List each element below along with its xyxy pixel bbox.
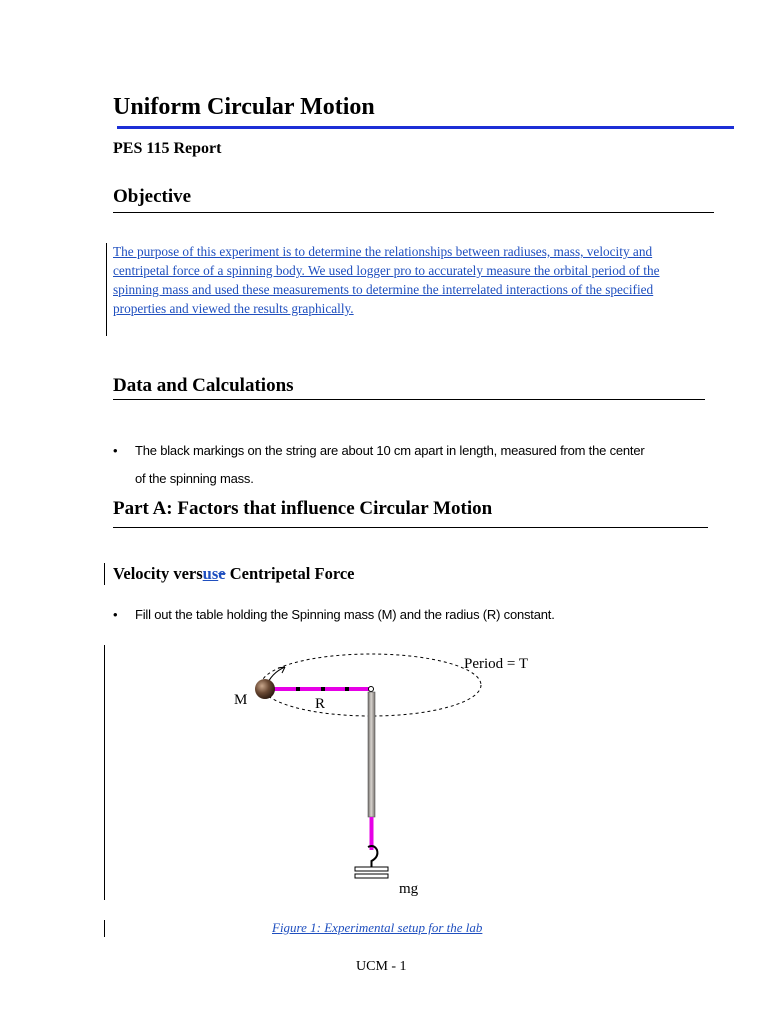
part-a-heading: Part A: Factors that influence Circular Motion bbox=[113, 498, 493, 519]
mass-label: M bbox=[234, 692, 248, 708]
change-bar bbox=[104, 645, 105, 900]
hanging-weight bbox=[355, 867, 388, 871]
string-marking bbox=[296, 687, 300, 691]
change-bar bbox=[106, 243, 107, 336]
part-a-heading-rule bbox=[113, 527, 708, 528]
page-footer: UCM - 1 bbox=[356, 959, 407, 974]
weight-label: mg bbox=[399, 881, 419, 897]
page-title: Uniform Circular Motion bbox=[113, 94, 375, 120]
velocity-heading-post: Centripetal Force bbox=[225, 564, 355, 583]
experimental-setup-figure bbox=[225, 645, 545, 900]
objective-heading: Objective bbox=[113, 186, 192, 207]
report-subtitle: PES 115 Report bbox=[113, 140, 222, 157]
data-calculations-heading: Data and Calculations bbox=[113, 375, 294, 396]
velocity-heading-pre: Velocity vers bbox=[113, 564, 203, 583]
velocity-heading bbox=[113, 564, 355, 584]
bullet-glyph: • bbox=[113, 607, 118, 622]
radius-label: R bbox=[315, 696, 326, 712]
support-tube bbox=[368, 692, 375, 817]
string-marking bbox=[321, 687, 325, 691]
objective-paragraph: The purpose of this experiment is to determine the relationships between radiuses, mass, velocity and centripetal force of a spinning body. We used logger pro to accurately measure the orbital period of the spinning mass and used these measurements to determine the interrelated interactions of the specified properties and viewed the results graphically. bbox=[113, 244, 660, 316]
list-item bbox=[113, 601, 673, 629]
string-marking bbox=[345, 687, 349, 691]
figure-caption: Figure 1: Experimental setup for the lab bbox=[272, 920, 483, 935]
title-underline bbox=[117, 126, 734, 129]
bullet-glyph: • bbox=[113, 443, 118, 458]
velocity-bullet-text: Fill out the table holding the Spinning mass (M) and the radius (R) constant. bbox=[135, 607, 555, 622]
pivot-point bbox=[369, 687, 374, 692]
objective-heading-rule bbox=[113, 212, 714, 213]
period-label: Period = T bbox=[464, 656, 529, 672]
list-item bbox=[113, 437, 653, 493]
change-bar bbox=[104, 563, 105, 585]
data-bullet-text: The black markings on the string are about 10 cm apart in length, measured from the center of the spinning mass. bbox=[135, 443, 645, 486]
spinning-mass bbox=[255, 679, 275, 699]
change-bar bbox=[104, 920, 105, 937]
tracked-deletion: e bbox=[218, 564, 226, 583]
tracked-insertion: us bbox=[202, 564, 219, 583]
data-heading-rule bbox=[113, 399, 705, 400]
